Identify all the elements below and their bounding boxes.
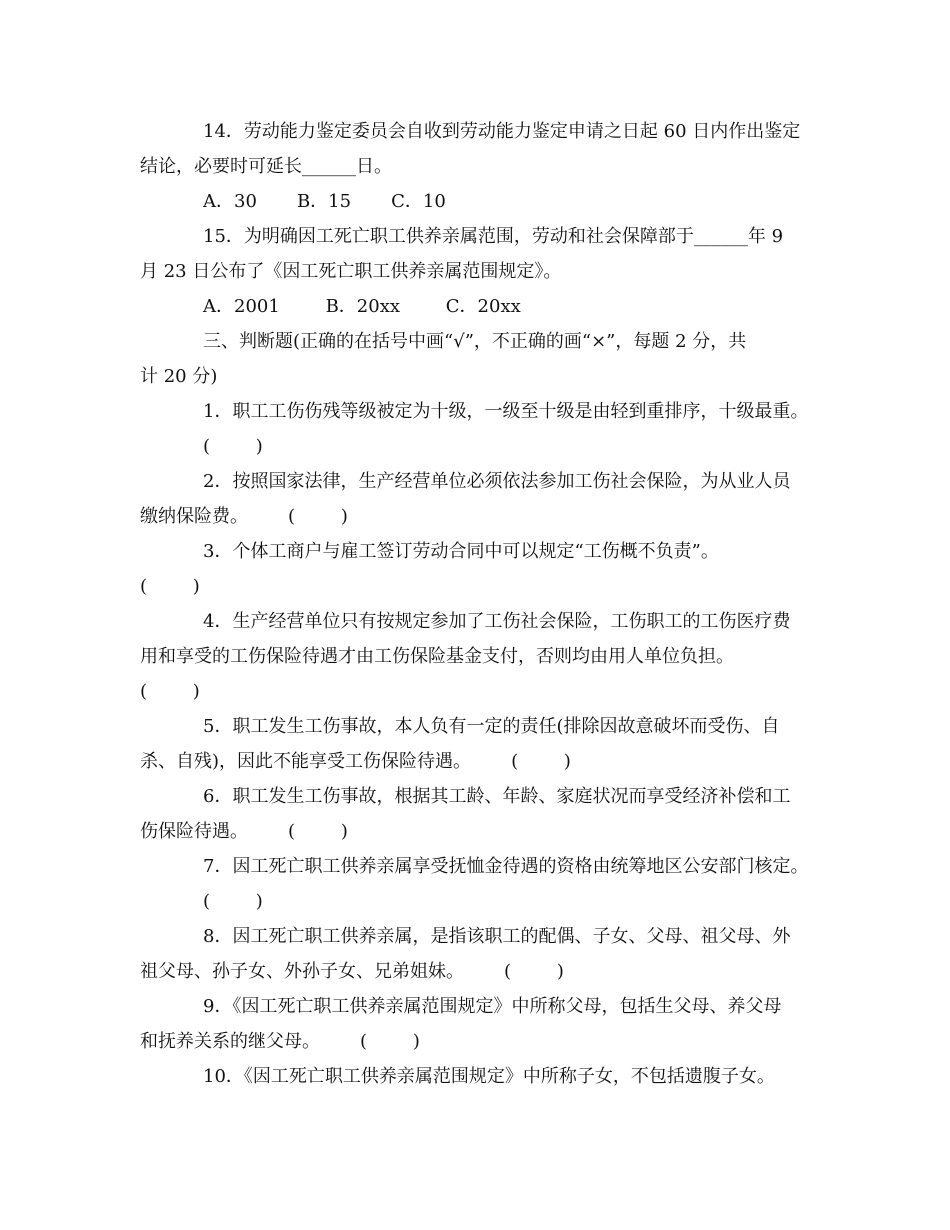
tf3-answer-blank: ( ) — [140, 576, 200, 597]
q14-line-2: 结论，必要时可延长______日。 — [140, 156, 392, 177]
tf2-line-1: 2．按照国家法律，生产经营单位必须依法参加工伤社会保险，为从业人员 — [203, 471, 791, 492]
tf4-answer-blank: ( ) — [140, 681, 200, 702]
tf8-line-1: 8．因工死亡职工供养亲属，是指该职工的配偶、子女、父母、祖父母、外 — [203, 926, 791, 947]
q14-line-1: 14．劳动能力鉴定委员会自收到劳动能力鉴定申请之日起 60 日内作出鉴定 — [203, 121, 801, 142]
section-heading-line-1: 三、判断题(正确的在括号中画“√”，不正确的画“×”，每题 2 分，共 — [203, 331, 747, 352]
tf7-answer-blank: ( ) — [203, 891, 263, 912]
tf8-line-2: 祖父母、孙子女、外孙子女、兄弟姐妹。 ( ) — [140, 961, 564, 982]
tf10-text: 10．《因工死亡职工供养亲属范围规定》中所称子女，不包括遗腹子女。 — [203, 1066, 775, 1087]
tf9-line-2: 和抚养关系的继父母。 ( ) — [140, 1031, 420, 1052]
q14-options: A．30 B．15 C．10 — [203, 191, 446, 212]
tf5-line-1: 5．职工发生工伤事故，本人负有一定的责任(排除因故意破坏而受伤、自 — [203, 716, 780, 737]
tf1-answer-blank: ( ) — [203, 436, 263, 457]
tf3-text: 3．个体工商户与雇工签订劳动合同中可以规定“工伤概不负责”。 — [203, 541, 719, 562]
tf9-line-1: 9．《因工死亡职工供养亲属范围规定》中所称父母，包括生父母、养父母 — [203, 996, 782, 1017]
tf5-line-2: 杀、自残)，因此不能享受工伤保险待遇。 ( ) — [140, 751, 571, 772]
tf6-line-1: 6．职工发生工伤事故，根据其工龄、年龄、家庭状况而享受经济补偿和工 — [203, 786, 791, 807]
tf4-line-1: 4．生产经营单位只有按规定参加了工伤社会保险，工伤职工的工伤医疗费 — [203, 611, 791, 632]
q15-options: A．2001 B．20xx C．20xx — [203, 296, 521, 317]
tf1-text: 1．职工工伤伤残等级被定为十级，一级至十级是由轻到重排序，十级最重。 — [203, 401, 809, 422]
q15-line-2: 月 23 日公布了《因工死亡职工供养亲属范围规定》。 — [140, 261, 562, 282]
tf6-line-2: 伤保险待遇。 ( ) — [140, 821, 348, 842]
tf7-text: 7．因工死亡职工供养亲属享受抚恤金待遇的资格由统筹地区公安部门核定。 — [203, 856, 809, 877]
tf2-line-2: 缴纳保险费。 ( ) — [140, 506, 348, 527]
section-heading-line-2: 计 20 分) — [140, 366, 218, 387]
tf4-line-2: 用和享受的工伤保险待遇才由工伤保险基金支付，否则均由用人单位负担。 — [140, 646, 734, 667]
q15-line-1: 15．为明确因工死亡职工供养亲属范围，劳动和社会保障部于______年 9 — [203, 226, 784, 247]
